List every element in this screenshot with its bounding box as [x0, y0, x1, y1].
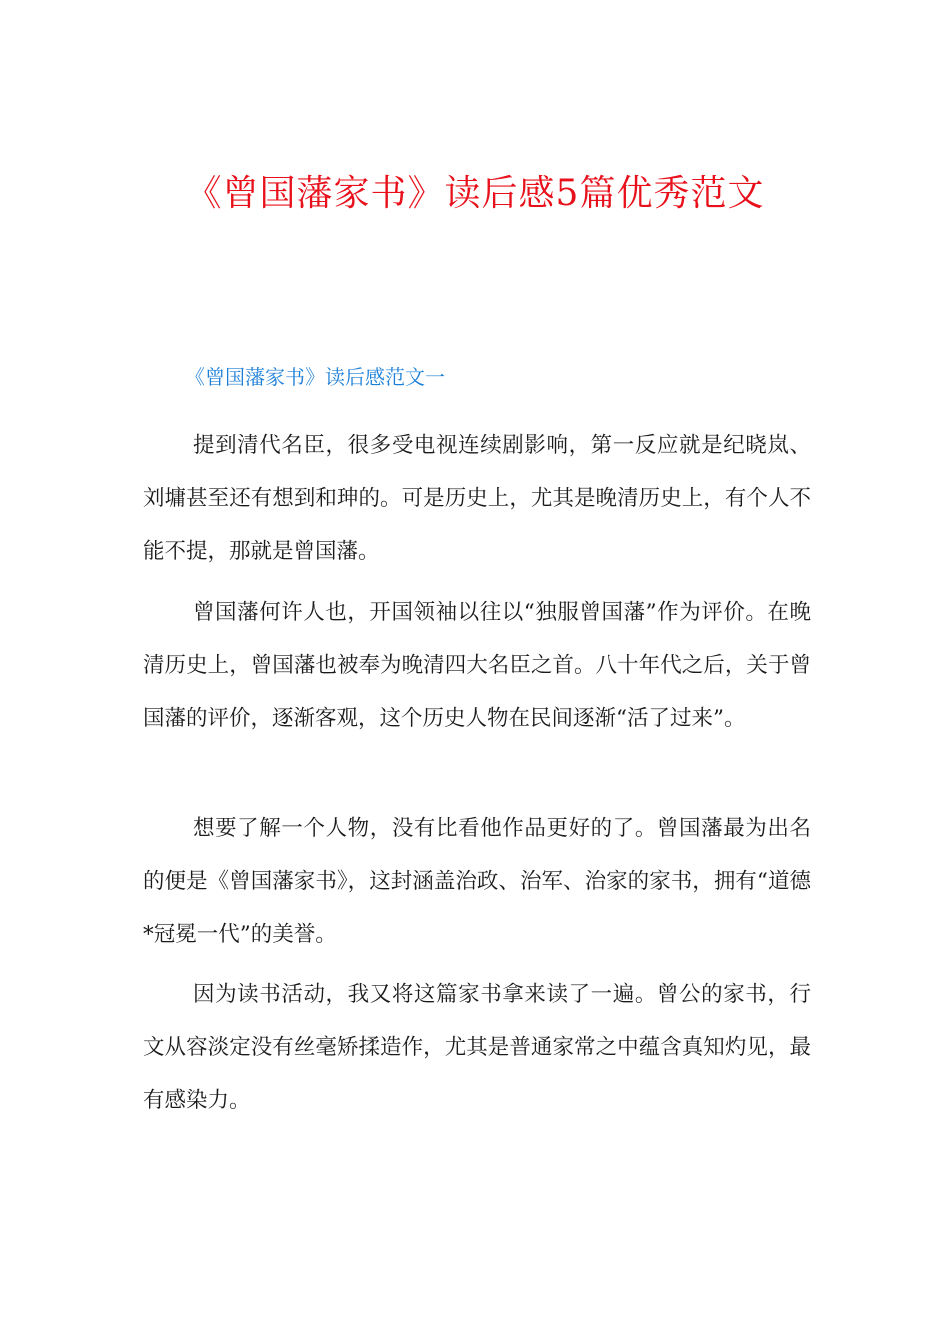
paragraph-4: 因为读书活动，我又将这篇家书拿来读了一遍。曾公的家书，行文从容淡定没有丝毫矫揉造作，尤其是普通家常之中蕴含真知灼见，最有感染力。 — [143, 982, 811, 1113]
paragraph-3: 想要了解一个人物，没有比看他作品更好的了。曾国藩最为出名的便是《曾国藩家书》，这封涵盖治政、治军、治家的家书，拥有“道德*冠冕一代”的美誉。 — [143, 816, 811, 947]
section-heading: 《曾国藩家书》读后感范文一 — [185, 365, 445, 389]
paragraph-2: 曾国藩何许人也，开国领袖以往以“独服曾国藩”作为评价。在晚清历史上，曾国藩也被奉为晚清四大名臣之首。八十年代之后，关于曾国藩的评价，逐渐客观，这个历史人物在民间逐渐“活了过来”。 — [143, 600, 811, 731]
paragraph-1: 提到清代名臣，很多受电视连续剧影响，第一反应就是纪晓岚、刘墉甚至还有想到和珅的。可是历史上，尤其是晚清历史上，有个人不能不提，那就是曾国藩。 — [143, 433, 811, 564]
document-title: 《曾国藩家书》读后感5篇优秀范文 — [185, 173, 765, 214]
